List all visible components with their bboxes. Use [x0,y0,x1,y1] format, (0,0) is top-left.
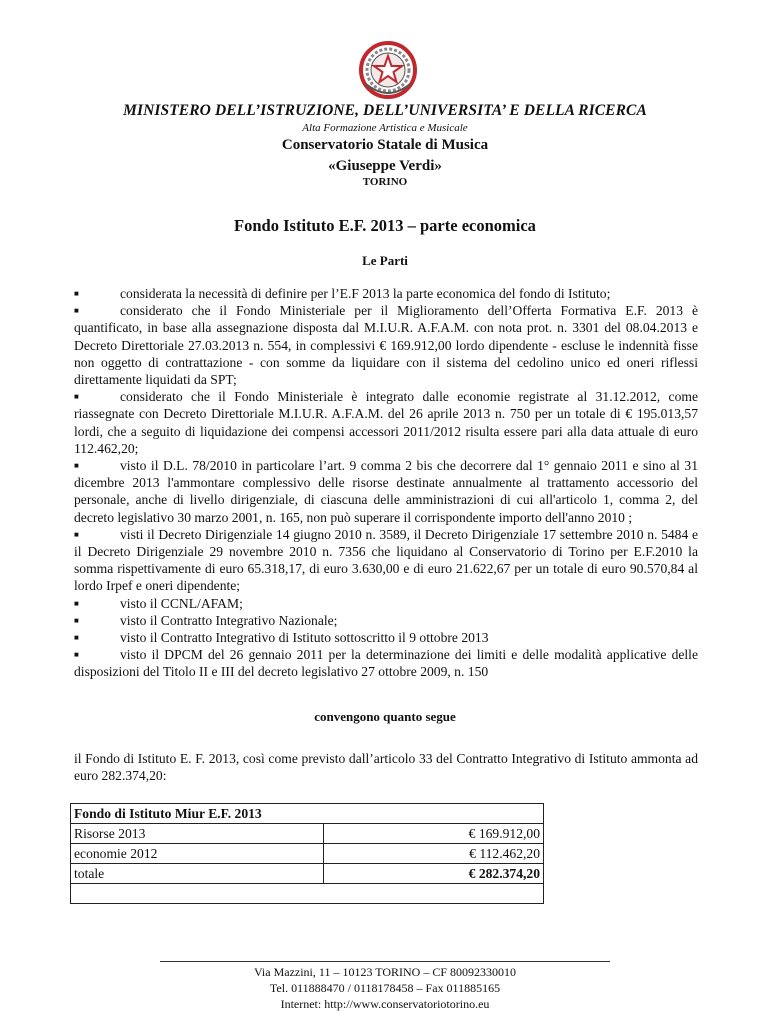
bullet-icon: ■ [74,461,79,471]
bullet-icon: ■ [74,289,79,298]
bullet-icon: ■ [74,615,79,625]
clause-text: visto il CCNL/AFAM; [120,595,243,611]
institution-name: Conservatorio Statale di Musica [281,137,489,153]
table-header: Fondo di Istituto Miur E.F. 2013 [71,804,544,824]
clause-text: considerato che il Fondo Ministeriale è integrato dalle economie registrate al 31.12.2012, come riassegnate con Decreto Direttoriale M.I.U.R. A.F.A.M. del 26 aprile 2013 n. 750 per un totale di € 195.013,57 lordi, che a seguito di liquidazione dei compensi accessori 2011/2012 risulta essere pari alla data attuale di euro 112.462,20; [74,389,698,456]
table-row [71,844,544,864]
footer-phones: Tel. 011888470 / 0118178458 – Fax 011885165 [269,981,501,995]
clause-item [74,612,698,629]
clause-item [74,302,698,388]
table-header-row [71,804,544,824]
bullet-icon: ■ [74,598,79,608]
document-title: Fondo Istituto E.F. 2013 – parte economica [234,216,536,235]
agreement-heading: convengono quanto segue [314,709,456,724]
clause-item [74,388,698,457]
clause-text: visto il Contratto Integrativo Nazionale; [120,612,338,628]
italian-republic-emblem-icon [358,40,418,100]
clause-item [74,457,698,526]
row-value: € 169.912,00 [324,824,544,844]
fund-table [70,803,544,904]
clauses-list [74,285,698,681]
bullet-icon: ■ [74,529,79,539]
table-row [71,824,544,844]
parties-heading: Le Parti [362,253,408,268]
row-label: economie 2012 [71,844,324,864]
table-row-empty [71,884,544,904]
fund-intro: il Fondo di Istituto E. F. 2013, così come previsto dall’articolo 33 del Contratto Integrativo di Istituto ammonta ad euro 282.374,20: [74,751,698,784]
clause-text: considerata la necessità di definire per l’E.F 2013 la parte economica del fondo di Istituto; [120,286,611,301]
bullet-icon: ■ [74,306,79,316]
row-label: totale [71,864,324,884]
table-row-total [71,864,544,884]
clause-text: visto il D.L. 78/2010 in particolare l’art. 9 comma 2 bis che decorrere dal 1° gennaio 2011 e sino al 31 dicembre 2013 l'ammontare complessivo delle risorse destinate annualmente al trattamento accessorio del personale, anche di livello dirigenziale, di ciascuna delle amministrazioni di cui all'articolo 1, comma 2, del decreto legislativo 30 marzo 2001, n. 165, non può superare il corrispondente importo dell'anno 2010 ; [74,458,698,525]
row-value: € 282.374,20 [324,864,544,884]
footer [0,964,770,1012]
clause-item [74,646,698,680]
clause-item [74,526,698,595]
clause-item [74,629,698,646]
clause-text: considerato che il Fondo Ministeriale per il Miglioramento dell’Offerta Formativa E.F. 2013 è quantificato, in base alla assegnazione disposta dal M.I.U.R. A.F.A.M. con nota prot. n. 3301 del 08.04.2013 e Decreto Direttoriale 27.03.2013 n. 554, in complessivi € 169.912,00 lordo dipendente - escluse le indennità fisse non oggetto di contrattazione - con somme da liquidare con il sistema del cedolino unico ed oneri riflessi direttamente liquidati da SPT; [74,303,698,388]
bullet-icon: ■ [74,392,79,402]
letterhead [0,102,770,188]
row-value: € 112.462,20 [324,844,544,864]
clause-text: visto il Contratto Integrativo di Istituto sottoscritto il 9 ottobre 2013 [120,630,489,646]
footer-website: Internet: http://www.conservatoriotorino.eu [280,997,490,1011]
conservatory-name: «Giuseppe Verdi» [328,158,442,174]
clause-item [74,285,698,302]
empty-cell [71,884,544,904]
ministry-name: MINISTERO DELL’ISTRUZIONE, DELL’UNIVERSITA’ E DELLA RICERCA [123,102,647,119]
clause-item [74,595,698,612]
bullet-icon: ■ [74,650,79,660]
row-label: Risorse 2013 [71,824,324,844]
clause-text: visto il DPCM del 26 gennaio 2011 per la determinazione dei limiti e delle modalità applicative delle disposizioni del Titolo II e III del decreto legislativo 27 ottobre 2009, n. 150 [74,647,698,680]
footer-divider [160,961,610,962]
division-name: Alta Formazione Artistica e Musicale [302,122,468,134]
clause-text: visti il Decreto Dirigenziale 14 giugno 2010 n. 3589, il Decreto Dirigenziale 17 settembre 2010 n. 5484 e il Decreto Dirigenziale 29 novembre 2010 n. 7356 che liquidano al Conservatorio di Torino per E.F.2010 la somma rispettivamente di euro 65.318,17, di euro 3.630,00 e di euro 21.622,67 per un totale di euro 90.570,84 al lordo Irpef e oneri dipendente; [74,526,698,594]
footer-address: Via Mazzini, 11 – 10123 TORINO – CF 80092330010 [253,965,517,979]
city-name: TORINO [362,176,408,188]
bullet-icon: ■ [74,633,79,643]
